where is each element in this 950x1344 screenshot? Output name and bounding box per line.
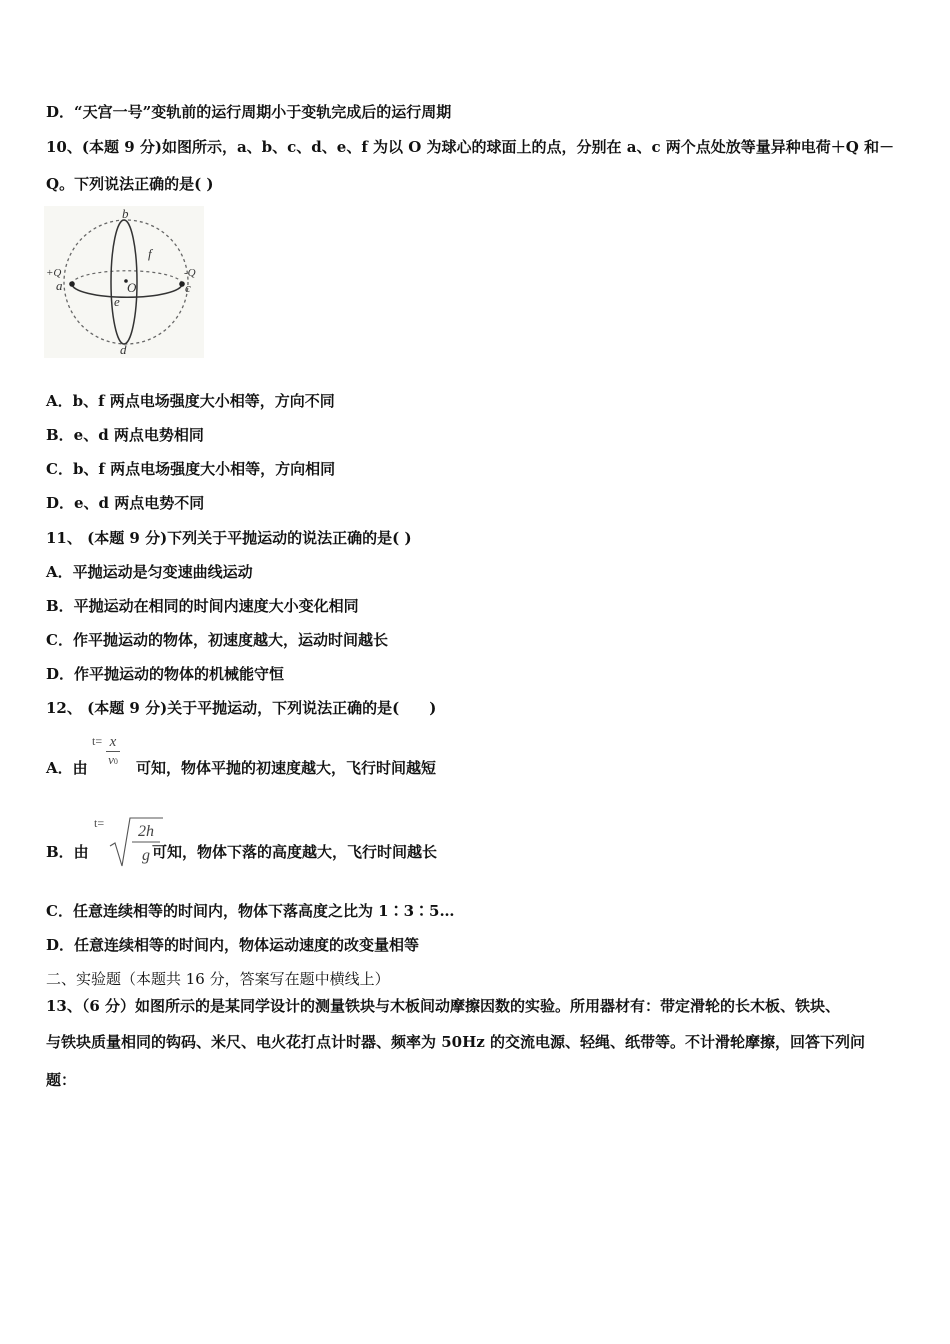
formula-b-denominator: g — [142, 847, 151, 864]
label-b: b — [122, 206, 129, 221]
q12-option-b-prefix: B．由 — [46, 843, 89, 861]
label-d: d — [120, 342, 127, 357]
label-c: c — [185, 280, 191, 295]
q10-option-d: D．e、d 两点电势不同 — [46, 494, 205, 512]
q11-option-a: A．平抛运动是匀变速曲线运动 — [46, 563, 253, 581]
q10-option-a: A．b、f 两点电场强度大小相等，方向不同 — [46, 392, 335, 410]
label-plus-q: +Q — [46, 267, 62, 279]
section-2-heading: 二、实验题（本题共 16 分，答案写在题中横线上） — [46, 970, 390, 988]
q12-stem: 12、 (本题 9 分)关于平抛运动，下列说法正确的是( ) — [46, 699, 437, 717]
q9-option-d: D．“天宫一号”变轨前的运行周期小于变轨完成后的运行周期 — [46, 103, 452, 121]
q12-option-a-formula — [92, 734, 120, 768]
point-a-dot — [69, 281, 75, 287]
point-c-dot — [179, 281, 185, 287]
label-e: e — [114, 294, 120, 309]
formula-a-denominator — [106, 751, 120, 768]
formula-a-t: t= — [92, 734, 103, 748]
formula-a-den-v: v — [108, 752, 114, 767]
formula-a-den-sub: 0 — [113, 757, 118, 766]
q12-option-b-suffix: 可知，物体下落的高度越大，飞行时间越长 — [152, 843, 438, 861]
q11-option-c: C．作平抛运动的物体，初速度越大，运动时间越长 — [46, 631, 388, 649]
label-o: O — [127, 280, 137, 295]
sphere-charge-figure — [44, 206, 204, 358]
formula-a-numerator: x — [109, 734, 117, 750]
label-a: a — [56, 278, 63, 293]
formula-b-t: t= — [94, 816, 105, 830]
q10-option-c: C．b、f 两点电场强度大小相等，方向相同 — [46, 460, 336, 478]
q12-option-d: D．任意连续相等的时间内，物体运动速度的改变量相等 — [46, 936, 420, 954]
q10-stem-line2: Q。下列说法正确的是( ) — [46, 175, 214, 193]
formula-a-fraction — [106, 734, 120, 768]
q13-stem-line2: 与铁块质量相同的钩码、米尺、电火花打点计时器、频率为 50Hz 的交流电源、轻绳、纸带等。不计滑轮摩擦，回答下列问 — [46, 1033, 866, 1051]
q10-option-b: B．e、d 两点电势相同 — [46, 426, 204, 444]
q12-option-a-suffix: 可知，物体平抛的初速度越大，飞行时间越短 — [136, 759, 437, 777]
q12-option-a-prefix: A．由 — [46, 759, 88, 777]
q12-option-c: C．任意连续相等的时间内，物体下落高度之比为 1∶3∶5… — [46, 902, 455, 920]
label-minus-q: -Q — [184, 267, 196, 279]
formula-b-numerator: 2h — [138, 823, 155, 840]
label-f: f — [148, 246, 152, 261]
q11-option-b: B．平抛运动在相同的时间内速度大小变化相同 — [46, 597, 359, 615]
q10-stem-line1: 10、(本题 9 分)如图所示，a、b、c、d、e、f 为以 O 为球心的球面上的点，分别在 a、c 两个点处放等量异种电荷＋Q 和－ — [46, 138, 895, 156]
q13-stem-line3: 题： — [46, 1071, 77, 1089]
q11-stem: 11、 (本题 9 分)下列关于平抛运动的说法正确的是( ) — [46, 529, 412, 547]
q13-stem-line1: 13、（6 分）如图所示的是某同学设计的测量铁块与木板间动摩擦因数的实验。所用器材有：带定滑轮的长木板、铁块、 — [46, 997, 841, 1015]
q11-option-d: D．作平抛运动的物体的机械能守恒 — [46, 665, 285, 683]
